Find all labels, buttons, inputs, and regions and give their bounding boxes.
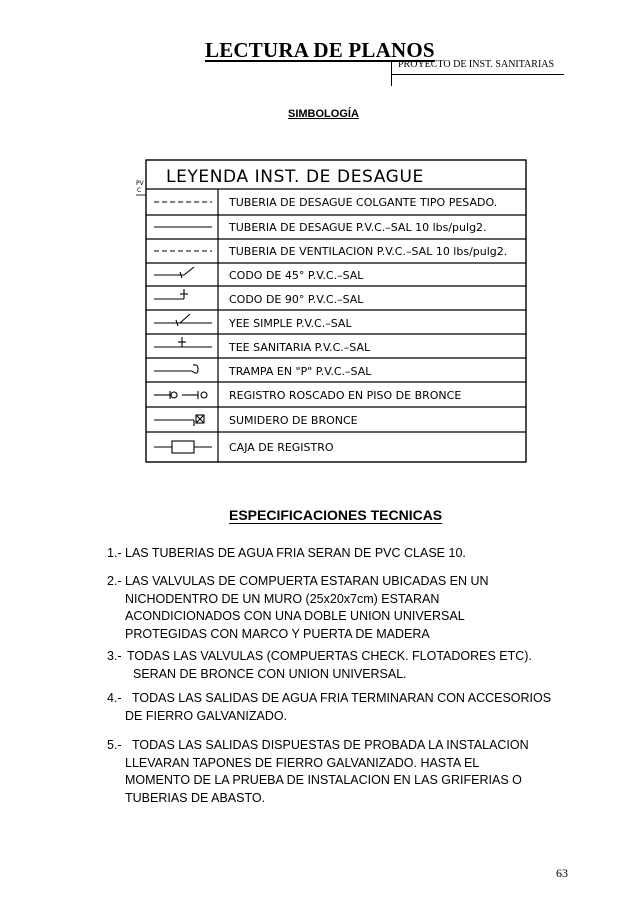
spec-item-line: TODAS LAS SALIDAS DE AGUA FRIA TERMINARAN CON ACCESORIOS — [132, 691, 552, 705]
symbology-heading: SIMBOLOGÍA — [288, 108, 359, 120]
specifications-heading: ESPECIFICACIONES TECNICAS — [229, 507, 443, 523]
spec-item-number: 4.- — [107, 691, 122, 705]
floor-drain-icon — [154, 415, 204, 426]
sanitary-tee-icon — [154, 337, 212, 347]
spec-item-line: LAS TUBERIAS DE AGUA FRIA SERAN DE PVC CLASE 10. — [125, 546, 466, 560]
legend-label: SUMIDERO DE BRONCE — [229, 414, 358, 427]
legend-label: YEE SIMPLE P.V.C.–SAL — [229, 317, 352, 330]
spec-item — [107, 573, 577, 643]
elbow-45-icon — [154, 267, 194, 278]
legend-margin-mark: C — [137, 187, 142, 194]
legend-label: REGISTRO ROSCADO EN PISO DE BRONCE — [229, 389, 462, 402]
legend-margin-mark: PV — [136, 180, 144, 187]
elbow-90-icon — [154, 289, 188, 299]
spec-item-line: MOMENTO DE LA PRUEBA DE INSTALACION EN LAS GRIFERIAS O — [125, 773, 522, 787]
legend-label: TUBERIA DE DESAGUE P.V.C.–SAL 10 lbs/pulg2. — [229, 221, 487, 234]
legend-label: CODO DE 90° P.V.C.–SAL — [229, 293, 364, 306]
spec-item-number: 5.- — [107, 738, 122, 752]
spec-item — [107, 690, 577, 725]
spec-item-number: 2.- — [107, 574, 122, 588]
document-title: LECTURA DE PLANOS — [205, 38, 435, 62]
spec-item — [107, 648, 577, 683]
cleanout-icon — [154, 391, 207, 399]
legend-table — [136, 155, 536, 467]
spec-item — [107, 737, 577, 807]
spec-item-line: TODAS LAS VALVULAS (COMPUERTAS CHECK. FLOTADORES ETC). — [127, 649, 532, 663]
page-number: 63 — [556, 866, 568, 880]
spec-item-line: DE FIERRO GALVANIZADO. — [125, 708, 288, 723]
spec-item-line: PROTEGIDAS CON MARCO Y PUERTA DE MADERA — [125, 626, 430, 641]
legend-label: CAJA DE REGISTRO — [229, 441, 334, 454]
spec-item-line: SERAN DE BRONCE CON UNION UNIVERSAL. — [133, 666, 407, 681]
spec-item-line: NICHODENTRO DE UN MURO (25x20x7cm) ESTARAN — [125, 591, 440, 606]
document-subtitle: PROYECTO DE INST. SANITARIAS — [398, 59, 555, 70]
legend-label: TEE SANITARIA P.V.C.–SAL — [229, 341, 371, 354]
junction-box-icon — [154, 441, 212, 453]
header-divider-horizontal — [391, 74, 564, 75]
spec-item-number: 1.- — [107, 546, 122, 560]
spec-item-line: LAS VALVULAS DE COMPUERTA ESTARAN UBICADAS EN UN — [125, 574, 489, 588]
legend-label: CODO DE 45° P.V.C.–SAL — [229, 269, 364, 282]
wye-icon — [154, 314, 212, 326]
spec-item-line: LLEVARAN TAPONES DE FIERRO GALVANIZADO. HASTA EL — [125, 755, 480, 770]
spec-item-line: ACONDICIONADOS CON UNA DOBLE UNION UNIVERSAL — [125, 609, 465, 623]
legend-label: TUBERIA DE DESAGUE COLGANTE TIPO PESADO. — [229, 196, 498, 209]
p-trap-icon — [154, 365, 198, 373]
spec-item-line: TODAS LAS SALIDAS DISPUESTAS DE PROBADA LA INSTALACION — [132, 738, 529, 752]
spec-item-number: 3.- — [107, 649, 122, 663]
spec-item — [107, 545, 577, 563]
legend-label: TUBERIA DE VENTILACION P.V.C.–SAL 10 lbs/pulg2. — [229, 245, 508, 258]
legend-label: TRAMPA EN "P" P.V.C.–SAL — [229, 365, 372, 378]
legend-title: LEYENDA INST. DE DESAGUE — [166, 167, 424, 187]
spec-item-line: TUBERIAS DE ABASTO. — [125, 790, 266, 805]
